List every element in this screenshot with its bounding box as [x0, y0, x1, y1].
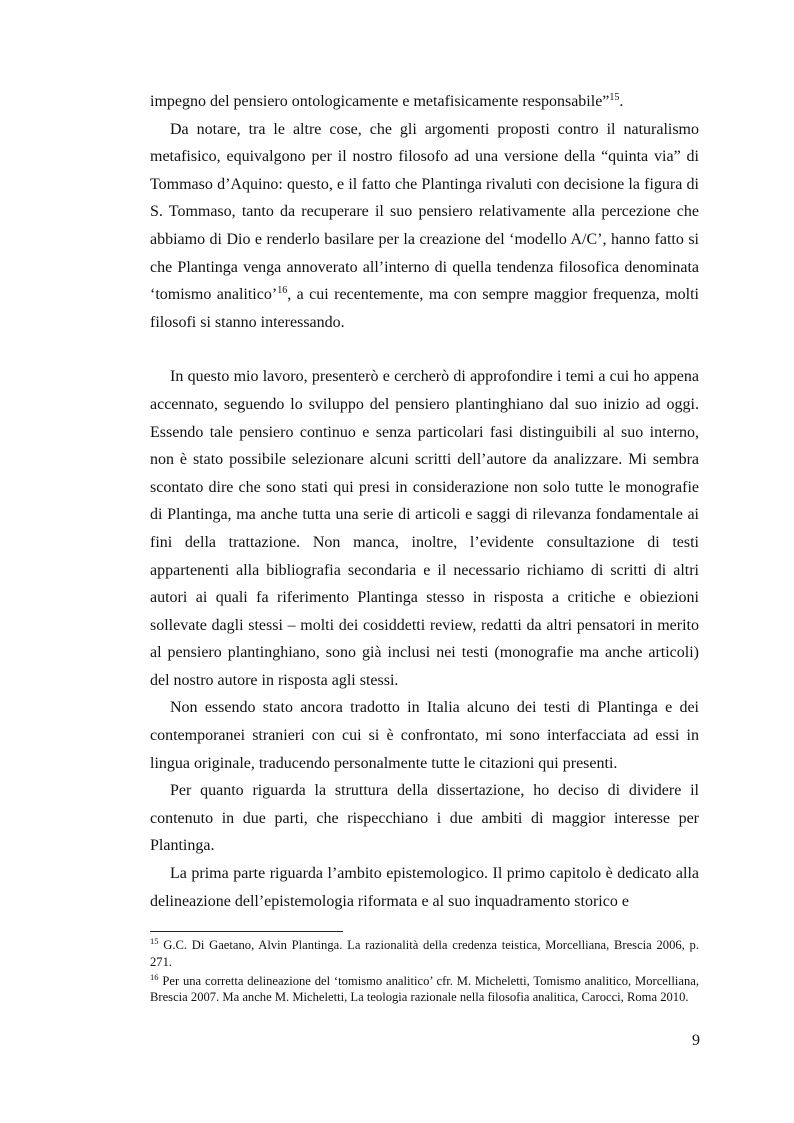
paragraph-continuation: [150, 88, 699, 116]
footnote-separator: [150, 931, 343, 932]
footnote-text: G.C. Di Gaetano, Alvin Plantinga. La razionalità della credenza teistica, Morcelliana, Brescia 2006, p. 271.: [150, 938, 699, 969]
paragraph-structure: Per quanto riguarda la struttura della dissertazione, ho deciso di dividere il contenuto in due parti, che rispecchiano i due ambiti di maggior interesse per Plantinga.: [150, 782, 699, 855]
paragraph-first-part: La prima parte riguarda l’ambito epistemologico. Il primo capitolo è dedicato alla delineazione dell’epistemologia riformata e al suo inquadramento storico e: [150, 865, 699, 910]
footnote-ref-16[interactable]: 16: [277, 285, 288, 297]
paragraph-text-b: , a cui recentemente, ma con sempre maggior frequenza, molti filosofi si stanno interessando.: [150, 286, 700, 331]
page-body: [150, 88, 699, 915]
section-gap: [150, 336, 699, 363]
footnote-text: Per una corretta delineazione del ‘tomismo analitico’ cfr. M. Micheletti, Tomismo analitico, Morcelliana, Brescia 2007. Ma anche M. Micheletti, La teologia razionale nella filosofia analitica, Carocci, Roma 2010.: [150, 973, 699, 1005]
paragraph-naturalism: [150, 116, 699, 337]
footnote-16: [150, 973, 699, 1007]
paragraph-translation: Non essendo stato ancora tradotto in Italia alcuno dei testi di Plantinga e dei contemporanei stranieri con cui si è confrontato, mi sono interfacciata ad essi in lingua originale, traducendo personalmente tutte le citazioni qui presenti.: [150, 699, 699, 772]
footnote-number: 16: [150, 971, 159, 982]
footnote-number: 15: [150, 936, 159, 946]
footnote-15: [150, 937, 699, 971]
footnote-ref-15[interactable]: 15: [609, 92, 620, 103]
paragraph-text: impegno del pensiero ontologicamente e metafisicamente responsabile”: [150, 93, 610, 110]
paragraph-work-intro: In questo mio lavoro, presenterò e cercherò di approfondire i temi a cui ho appena accennato, seguendo lo sviluppo del pensiero plantinghiano dal suo inizio ad oggi. Essendo tale pensiero continuo e senza particolari fasi distinguibili al suo interno, non è stato possibile selezionare alcuni scritti dell’autore da analizzare. Mi sembra scontato dire che sono stati qui presi in considerazione non solo tutte le monografie di Plantinga, ma anche tutta una serie di articoli e saggi di rilevanza fondamentale ai fini della trattazione. Non manca, inoltre, l’evidente consultazione di testi appartenenti alla bibliografia secondaria e il necessario richiamo di scritti di altri autori ai quali fa riferimento Plantinga stesso in risposta a critiche e obiezioni sollevate dagli stessi – molti dei cosiddetti review, redatti da altri pensatori in merito al pensiero plantinghiano, sono già inclusi nei testi (monografie ma anche articoli) del nostro autore in risposta agli stessi.: [150, 368, 699, 689]
paragraph-text-a: Da notare, tra le altre cose, che gli argomenti proposti contro il naturalismo metafisico, equivalgono per il nostro filosofo ad una versione della “quinta via” di Tommaso d’Aquino: questo, e il fatto che Plantinga rivaluti con decisione la figura di S. Tommaso, tanto da recuperare il suo pensiero relativamente alla percezione che abbiamo di Dio e renderlo basilare per la creazione del ‘modello A/C’, hanno fatto si che Plantinga venga annoverato all’interno di quella tendenza filosofica denominata ‘tomismo analitico’: [150, 120, 699, 304]
page-number: 9: [692, 1032, 700, 1049]
paragraph-tail: .: [619, 93, 624, 110]
footnotes: [150, 937, 699, 1008]
